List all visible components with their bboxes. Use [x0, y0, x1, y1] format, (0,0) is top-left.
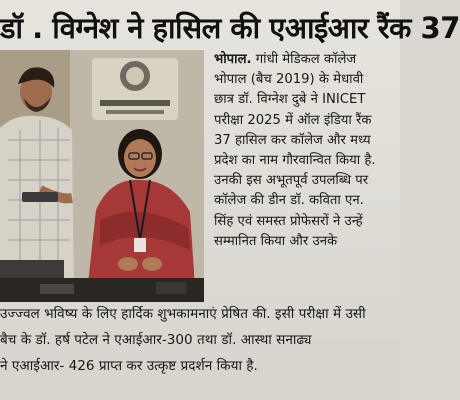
news-photo — [0, 50, 204, 302]
body-line: ने एआईआर- 426 प्राप्त कर उत्कृष्ट प्रदर्शन किया है. — [0, 358, 258, 374]
body-line: बैच के डॉ. हर्ष पटेल ने एआईआर-300 तथा डॉ. आस्था सनाढ्य — [0, 332, 312, 348]
column-line: 37 हासिल कर कॉलेज और मध्य — [214, 132, 371, 148]
column-line: छात्र डॉ. विग्नेश दुबे ने INICET — [214, 92, 366, 108]
column-line: भोपाल (बैच 2019) के मेधावी — [214, 72, 364, 88]
dateline: भोपाल. — [214, 52, 252, 67]
column-line: प्रदेश का नाम गौरवान्वित किया है. — [214, 152, 376, 168]
body-line: उज्ज्वल भविष्य के लिए हार्दिक शुभकामनाएं प्रेषित की. इसी परीक्षा में उसी — [0, 306, 366, 322]
column-line: परीक्षा 2025 में ऑल इंडिया रैंक — [214, 112, 372, 128]
column-line: भोपाल. गांधी मेडिकल कॉलेज — [214, 52, 357, 67]
column-line: कॉलेज की डीन डॉ. कविता एन. — [214, 193, 364, 209]
headline: डॉ . विग्नेश ने हासिल की एआईआर रैंक 37 — [0, 11, 460, 45]
award-photo-image — [0, 50, 204, 302]
column-line: सम्मानित किया और उनके — [214, 233, 338, 249]
column-line: सिंह एवं समस्त प्रोफेसरों ने उन्हें — [214, 213, 363, 229]
column-line: उनकी इस अभूतपूर्व उपलब्धि पर — [214, 173, 369, 189]
article-body-full-width — [0, 301, 400, 379]
article-column — [214, 50, 400, 252]
